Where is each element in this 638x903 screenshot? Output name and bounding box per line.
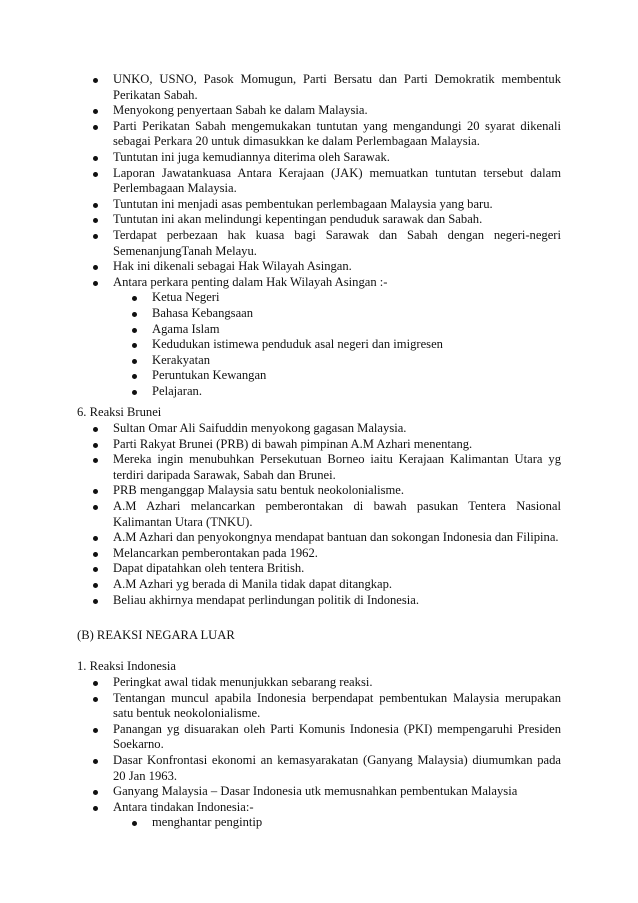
sub-list-item: menghantar pengintip (0, 815, 561, 831)
sub-list-item: Kerakyatan (0, 353, 561, 369)
tindakan-indonesia-sublist (0, 815, 638, 831)
brunei-bullet-list (0, 421, 638, 608)
list-item: Sultan Omar Ali Saifuddin menyokong gagasan Malaysia. (0, 421, 561, 437)
list-item: Beliau akhirnya mendapat perlindungan politik di Indonesia. (0, 593, 561, 609)
indonesia-section (0, 675, 638, 831)
list-item: A.M Azhari yg berada di Manila tidak dapat ditangkap. (0, 577, 561, 593)
list-item: Menyokong penyertaan Sabah ke dalam Malaysia. (0, 103, 561, 119)
list-item: A.M Azhari dan penyokongnya mendapat bantuan dan sokongan Indonesia dan Filipina. (0, 530, 561, 546)
list-item: Mereka ingin menubuhkan Persekutuan Borneo iaitu Kerajaan Kalimantan Utara yg terdiri daripada Sarawak, Sabah dan Brunei. (0, 452, 561, 483)
sabah-section (0, 72, 638, 399)
list-item: Dapat dipatahkan oleh tentera British. (0, 561, 561, 577)
list-item: Laporan Jawatankuasa Antara Kerajaan (JAK) memuatkan tuntutan tersebut dalam Perlembagaan Malaysia. (0, 166, 561, 197)
sabah-bullet-list (0, 72, 638, 290)
list-item: Ganyang Malaysia – Dasar Indonesia utk memusnahkan pembentukan Malaysia (0, 784, 561, 800)
sub-list-item: Agama Islam (0, 322, 561, 338)
list-item: Parti Perikatan Sabah mengemukakan tuntutan yang mengandungi 20 syarat dikenali sebagai Perkara 20 untuk dimasukkan ke dalam Perlembagaan Malaysia. (0, 119, 561, 150)
list-item: Tentangan muncul apabila Indonesia berpendapat pembentukan Malaysia merupakan satu bentuk neokolonialisme. (0, 691, 561, 722)
sub-list-item: Peruntukan Kewangan (0, 368, 561, 384)
sub-list-item: Pelajaran. (0, 384, 561, 400)
list-item: Terdapat perbezaan hak kuasa bagi Sarawak dan Sabah dengan negeri-negeri SemenanjungTanah Melayu. (0, 228, 561, 259)
list-item: Tuntutan ini menjadi asas pembentukan perlembagaan Malaysia yang baru. (0, 197, 561, 213)
list-item: Dasar Konfrontasi ekonomi an kemasyarakatan (Ganyang Malaysia) diumumkan pada 20 Jan 1963. (0, 753, 561, 784)
indonesia-bullet-list (0, 675, 638, 815)
list-item: Tuntutan ini juga kemudiannya diterima oleh Sarawak. (0, 150, 561, 166)
list-item: Melancarkan pemberontakan pada 1962. (0, 546, 561, 562)
sub-list-item: Kedudukan istimewa penduduk asal negeri dan imigresen (0, 337, 561, 353)
list-item: Antara tindakan Indonesia:- (0, 800, 561, 816)
list-item: UNKO, USNO, Pasok Momugun, Parti Bersatu dan Parti Demokratik membentuk Perikatan Sabah. (0, 72, 561, 103)
sub-list-item: Bahasa Kebangsaan (0, 306, 561, 322)
list-item: A.M Azhari melancarkan pemberontakan di bawah pasukan Tentera Nasional Kalimantan Utara (TNKU). (0, 499, 561, 530)
list-item: Hak ini dikenali sebagai Hak Wilayah Asingan. (0, 259, 561, 275)
sub-list-item: Ketua Negeri (0, 290, 561, 306)
list-item: Peringkat awal tidak menunjukkan sebarang reaksi. (0, 675, 561, 691)
list-item: PRB menganggap Malaysia satu bentuk neokolonialisme. (0, 483, 561, 499)
list-item: Tuntutan ini akan melindungi kepentingan penduduk sarawak dan Sabah. (0, 212, 561, 228)
hak-wilayah-sublist (0, 290, 638, 399)
list-item: Parti Rakyat Brunei (PRB) di bawah pimpinan A.M Azhari menentang. (0, 437, 561, 453)
section-heading-indonesia: 1. Reaksi Indonesia (77, 659, 176, 673)
section-heading-reaksi-negara-luar: (B) REAKSI NEGARA LUAR (77, 628, 235, 642)
list-item: Panangan yg disuarakan oleh Parti Komunis Indonesia (PKI) mempengaruhi Presiden Soekarno. (0, 722, 561, 753)
section-heading-brunei: 6. Reaksi Brunei (77, 405, 162, 419)
list-item: Antara perkara penting dalam Hak Wilayah Asingan :- (0, 275, 561, 291)
brunei-section (0, 421, 638, 608)
